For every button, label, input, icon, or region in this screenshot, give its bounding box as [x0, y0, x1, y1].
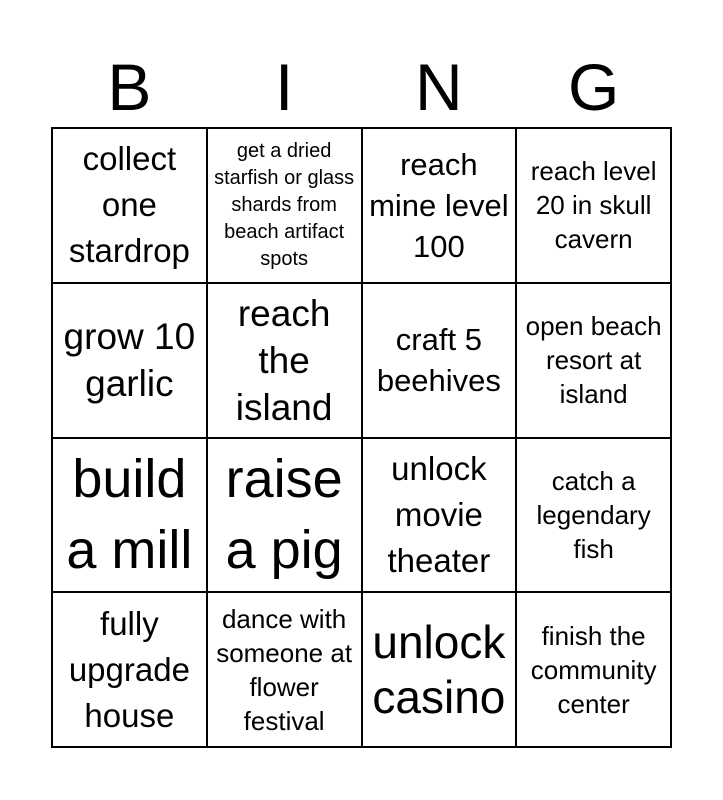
header-letter-b: B	[107, 50, 152, 124]
bingo-cell-text: grow 10 garlic	[63, 316, 196, 405]
bingo-cell[interactable]	[516, 283, 671, 438]
bingo-cell-text: fully upgrade house	[68, 604, 190, 734]
bingo-cell-text: build a mill	[66, 448, 193, 580]
bingo-cell[interactable]	[362, 592, 517, 747]
bingo-cell[interactable]	[207, 592, 362, 747]
bingo-cell-text: collect one stardrop	[68, 140, 190, 270]
bingo-cell-text: open beach resort at island	[525, 311, 662, 410]
bingo-cell-text: reach the island	[235, 292, 333, 428]
bingo-grid	[51, 127, 672, 748]
bingo-cell[interactable]	[362, 128, 517, 283]
bingo-cell[interactable]	[516, 438, 671, 593]
bingo-cell-text: raise a pig	[225, 448, 343, 580]
bingo-cell[interactable]	[362, 438, 517, 593]
bingo-cell-text: dance with someone at flower festival	[216, 603, 353, 736]
bingo-cell[interactable]	[52, 438, 207, 593]
bingo-cell[interactable]	[516, 592, 671, 747]
bingo-cell-text: unlock movie theater	[387, 449, 491, 579]
bingo-cell[interactable]	[207, 128, 362, 283]
bingo-cell[interactable]	[52, 283, 207, 438]
bingo-cell-text: craft 5 beehives	[376, 322, 501, 399]
bingo-cell[interactable]	[207, 283, 362, 438]
bingo-cell-text: finish the community center	[530, 620, 657, 719]
header-letter-i: I	[274, 50, 294, 124]
bingo-cell-text: reach mine level 100	[369, 146, 509, 264]
bingo-cell[interactable]	[207, 438, 362, 593]
bingo-cell[interactable]	[516, 128, 671, 283]
bingo-cell[interactable]	[52, 128, 207, 283]
bingo-cell[interactable]	[362, 283, 517, 438]
bingo-cell-text: reach level 20 in skull cavern	[530, 156, 657, 255]
bingo-cell-text: catch a legendary fish	[536, 465, 651, 564]
bingo-cell-text: unlock casino	[372, 615, 506, 723]
header-letter-g: G	[567, 50, 620, 124]
bingo-header	[52, 52, 671, 122]
header-letter-n: N	[415, 50, 463, 124]
bingo-cell-text: get a dried starfish or glass shards from beach artifact spots	[214, 139, 355, 270]
bingo-cell[interactable]	[52, 592, 207, 747]
